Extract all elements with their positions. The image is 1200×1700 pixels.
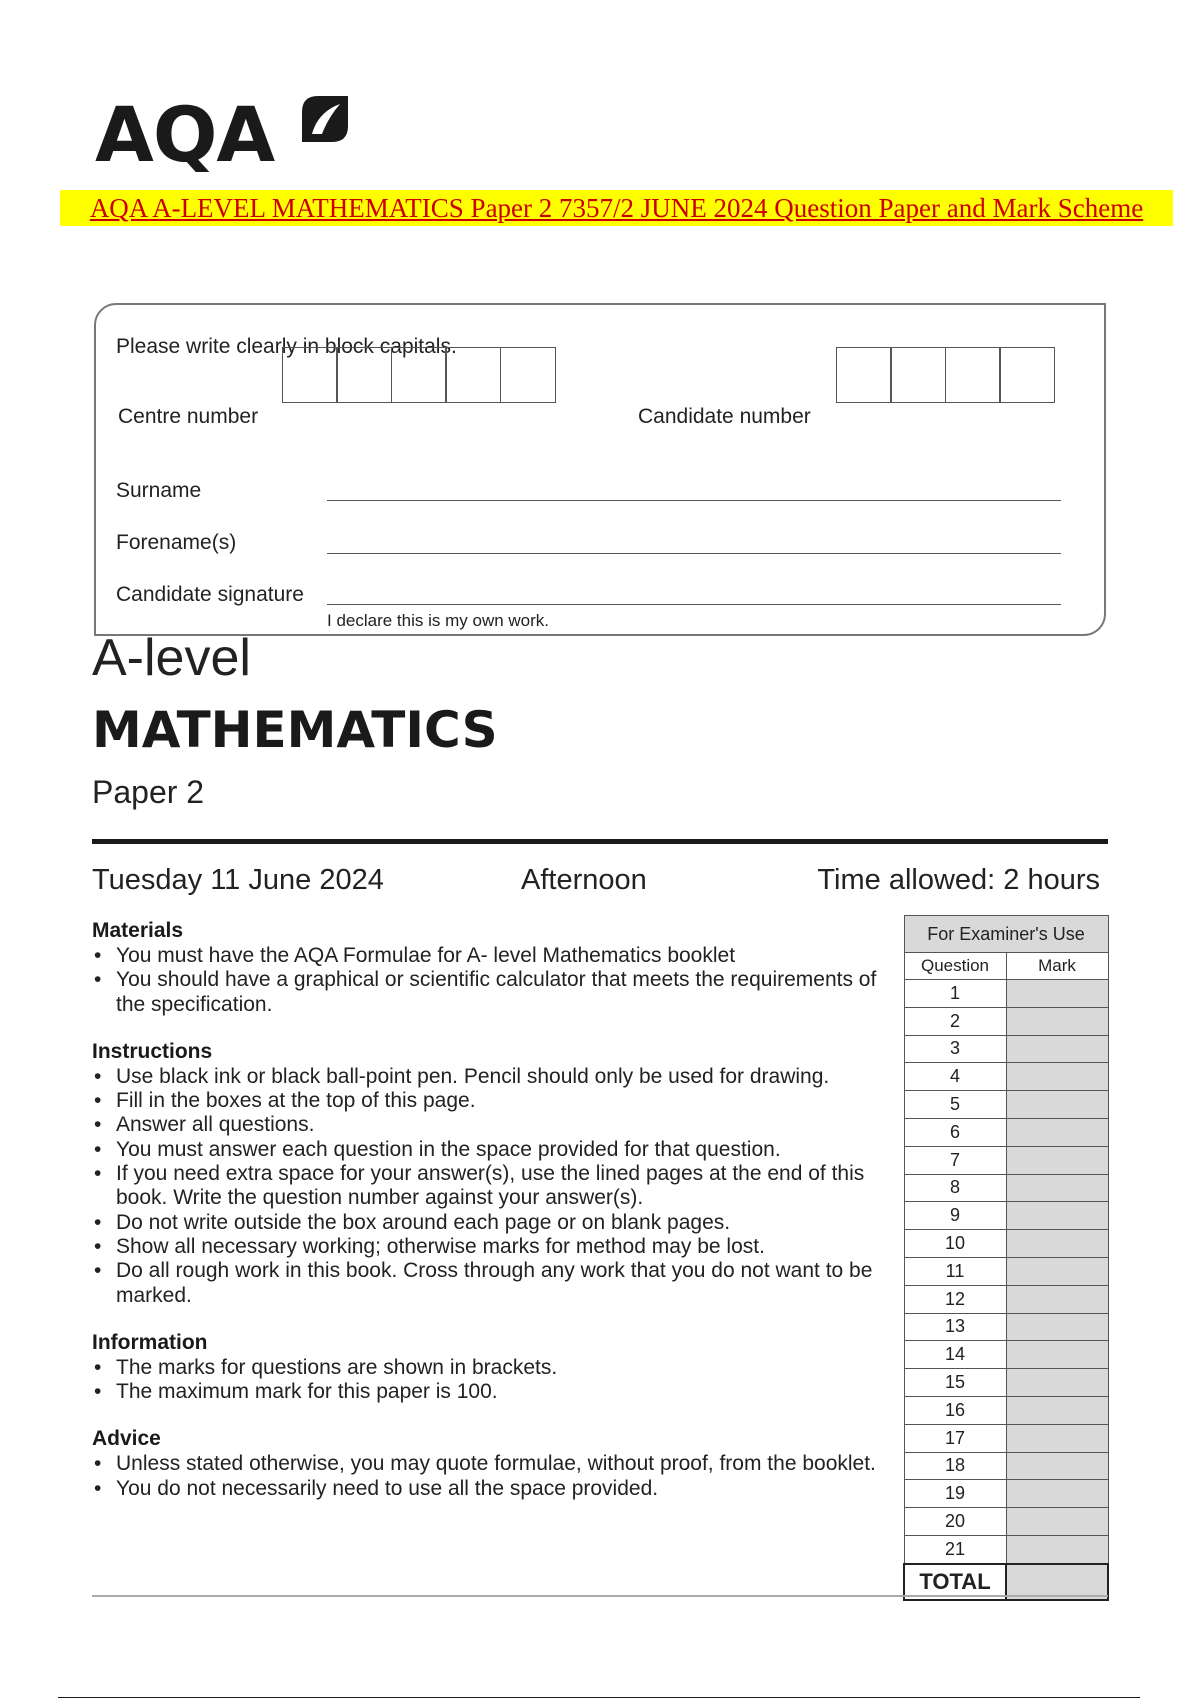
table-row: [904, 1452, 1108, 1480]
table-row: [904, 1035, 1108, 1063]
question-number-cell: 6: [904, 1118, 1006, 1146]
materials-section: [92, 918, 892, 1017]
centre-number-boxes: [283, 347, 556, 403]
exam-session: Afternoon: [521, 864, 647, 896]
centre-number-cell[interactable]: [282, 347, 338, 403]
table-row: [904, 1202, 1108, 1230]
candidate-number-label: Candidate number: [638, 405, 811, 428]
mark-cell[interactable]: [1006, 1007, 1108, 1035]
candidate-number-cell[interactable]: [890, 347, 946, 403]
forename-label: Forename(s): [116, 531, 237, 554]
candidate-number-cell[interactable]: [945, 347, 1001, 403]
list-item: • You must have the AQA Formulae for A- level Mathematics booklet: [92, 944, 892, 968]
list-item: • You should have a graphical or scientific calculator that meets the requirements of the specification.: [92, 968, 892, 1017]
footer-divider: [58, 1697, 1140, 1698]
table-row: [904, 1369, 1108, 1397]
question-number-cell: 18: [904, 1452, 1006, 1480]
list-item: • The marks for questions are shown in brackets.: [92, 1356, 892, 1380]
surname-label: Surname: [116, 479, 202, 502]
table-row: [904, 1313, 1108, 1341]
section-heading: Information: [92, 1330, 208, 1354]
question-column-header: Question: [904, 953, 1006, 980]
list-item: • Fill in the boxes at the top of this page.: [92, 1089, 892, 1113]
mark-cell[interactable]: [1006, 1091, 1108, 1119]
information-section: [92, 1330, 892, 1405]
mark-cell[interactable]: [1006, 1424, 1108, 1452]
candidate-details-box: [94, 303, 1106, 636]
table-row: [904, 1424, 1108, 1452]
list-item: • Do not write outside the box around each page or on blank pages.: [92, 1211, 892, 1235]
mark-cell[interactable]: [1006, 1063, 1108, 1091]
centre-number-cell[interactable]: [445, 347, 501, 403]
section-heading: Advice: [92, 1427, 161, 1451]
list-item: • Unless stated otherwise, you may quote formulae, without proof, from the booklet.: [92, 1452, 892, 1476]
candidate-number-cell[interactable]: [836, 347, 892, 403]
list-item: • The maximum mark for this paper is 100.: [92, 1380, 892, 1404]
aqa-leaf-mark-icon: [298, 92, 352, 146]
list-item: • Use black ink or black ball-point pen. Pencil should only be used for drawing.: [92, 1065, 892, 1089]
centre-number-cell[interactable]: [391, 347, 447, 403]
examiner-use-table: [903, 915, 1109, 1601]
table-row: [904, 1118, 1108, 1146]
table-row: [904, 1146, 1108, 1174]
exam-date: Tuesday 11 June 2024: [92, 864, 384, 896]
mark-cell[interactable]: [1006, 1369, 1108, 1397]
candidate-number-cell[interactable]: [999, 347, 1055, 403]
subject-title: MATHEMATICS: [92, 701, 498, 759]
table-row: [904, 1285, 1108, 1313]
section-heading: Materials: [92, 919, 184, 942]
list-item: • If you need extra space for your answer(s), use the lined pages at the end of this book. Write the question number against your answer(s).: [92, 1162, 892, 1211]
table-row: [904, 1535, 1108, 1563]
question-number-cell: 17: [904, 1424, 1006, 1452]
question-number-cell: 21: [904, 1535, 1006, 1563]
question-number-cell: 13: [904, 1313, 1006, 1341]
candidate-number-boxes: [837, 347, 1055, 403]
table-row: [904, 1257, 1108, 1285]
mark-cell[interactable]: [1006, 1035, 1108, 1063]
paper-number: Paper 2: [92, 774, 205, 810]
mark-cell[interactable]: [1006, 980, 1108, 1008]
mark-cell[interactable]: [1006, 1508, 1108, 1536]
question-number-cell: 14: [904, 1341, 1006, 1369]
question-number-cell: 7: [904, 1146, 1006, 1174]
table-row: [904, 1091, 1108, 1119]
mark-cell[interactable]: [1006, 1146, 1108, 1174]
aqa-logo-text: AQA: [95, 90, 275, 179]
bottom-divider: [92, 1595, 1108, 1597]
table-row: [904, 1480, 1108, 1508]
table-row: [904, 980, 1108, 1008]
declaration-text: I declare this is my own work.: [327, 611, 550, 630]
advice-section: [92, 1426, 892, 1501]
question-number-cell: 9: [904, 1202, 1006, 1230]
list-item: • You must answer each question in the space provided for that question.: [92, 1138, 892, 1162]
candidate-signature-label: Candidate signature: [116, 583, 304, 606]
question-number-cell: 3: [904, 1035, 1006, 1063]
total-label: TOTAL: [904, 1564, 1006, 1600]
signature-line[interactable]: [327, 604, 1061, 605]
list-item: • Do all rough work in this book. Cross through any work that you do not want to be marked.: [92, 1259, 892, 1308]
mark-cell[interactable]: [1006, 1313, 1108, 1341]
mark-cell[interactable]: [1006, 1535, 1108, 1563]
centre-number-label: Centre number: [118, 405, 259, 428]
question-number-cell: 19: [904, 1480, 1006, 1508]
question-number-cell: 10: [904, 1230, 1006, 1258]
qualification-level: A-level: [92, 629, 251, 687]
mark-cell[interactable]: [1006, 1285, 1108, 1313]
question-number-cell: 16: [904, 1396, 1006, 1424]
instructions-section: [92, 1039, 892, 1308]
mark-cell[interactable]: [1006, 1230, 1108, 1258]
mark-cell[interactable]: [1006, 1396, 1108, 1424]
list-item: • You do not necessarily need to use all the space provided.: [92, 1477, 892, 1501]
table-row: [904, 1007, 1108, 1035]
section-heading: Instructions: [92, 1039, 213, 1063]
list-item: • Show all necessary working; otherwise marks for method may be lost.: [92, 1235, 892, 1259]
list-item: • Answer all questions.: [92, 1113, 892, 1137]
question-number-cell: 5: [904, 1091, 1006, 1119]
question-number-cell: 20: [904, 1508, 1006, 1536]
centre-number-cell[interactable]: [500, 347, 556, 403]
mark-cell[interactable]: [1006, 1341, 1108, 1369]
mark-column-header: Mark: [1006, 953, 1108, 980]
table-row: [904, 1341, 1108, 1369]
mark-cell[interactable]: [1006, 1257, 1108, 1285]
table-row: [904, 1396, 1108, 1424]
question-number-cell: 15: [904, 1369, 1006, 1397]
header-divider: [92, 839, 1108, 844]
cover-instructions: [92, 918, 892, 1523]
mark-cell[interactable]: [1006, 1118, 1108, 1146]
aqa-logo: [95, 90, 365, 180]
document-title-banner[interactable]: AQA A-LEVEL MATHEMATICS Paper 2 7357/2 JUNE 2024 Question Paper and Mark Scheme: [60, 190, 1173, 226]
mark-cell[interactable]: [1006, 1202, 1108, 1230]
block-capitals-instruction: Please write clearly in block capitals.: [116, 335, 457, 358]
forename-line[interactable]: [327, 553, 1061, 554]
table-row: [904, 1230, 1108, 1258]
question-number-cell: 11: [904, 1257, 1006, 1285]
question-number-cell: 12: [904, 1285, 1006, 1313]
question-number-cell: 2: [904, 1007, 1006, 1035]
centre-number-cell[interactable]: [336, 347, 392, 403]
mark-cell[interactable]: [1006, 1452, 1108, 1480]
question-number-cell: 8: [904, 1174, 1006, 1202]
mark-cell[interactable]: [1006, 1174, 1108, 1202]
examiner-table-caption: For Examiner's Use: [904, 916, 1108, 953]
question-number-cell: 1: [904, 980, 1006, 1008]
question-number-cell: 4: [904, 1063, 1006, 1091]
table-row: [904, 1174, 1108, 1202]
table-row: [904, 1508, 1108, 1536]
mark-cell[interactable]: [1006, 1480, 1108, 1508]
table-row: [904, 1063, 1108, 1091]
time-allowed: Time allowed: 2 hours: [817, 864, 1100, 896]
surname-line[interactable]: [327, 500, 1061, 501]
